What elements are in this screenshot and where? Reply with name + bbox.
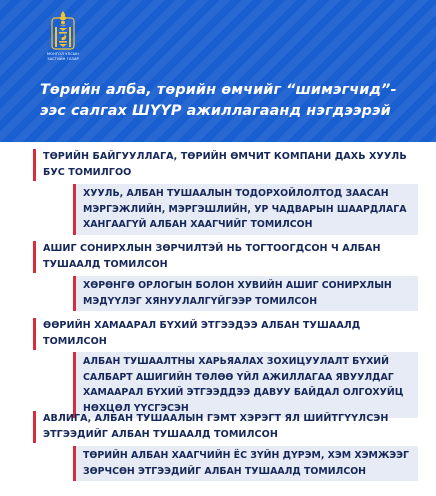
soyombo-emblem-icon — [48, 10, 78, 50]
header-banner — [0, 0, 436, 142]
section-4-heading: АВЛИГА, АЛБАН ТУШААЛЫН ГЭМТ ХЭРЭГТ ЯЛ ШИЙТГҮҮЛСЭН ЭТГЭЭДИЙГ АЛБАН ТУШААЛД ТОМИЛСОН — [33, 411, 423, 443]
section-4-detail: ТӨРИЙН АЛБАН ХААГЧИЙН ЁС ЗҮЙН ДҮРЭМ, ХЭМ ХЭМЖЭЭГ ЗӨРЧСӨН ЭТГЭЭДИЙГ АЛБАН ТУШААЛД ТОМИЛСОН — [73, 446, 418, 481]
emblem-caption: МОНГОЛ УЛСЫН ЗАСГИЙН ГАЗАР — [47, 52, 79, 61]
government-logo — [40, 10, 86, 68]
section-1-heading: ТӨРИЙН БАЙГУУЛЛАГА, ТӨРИЙН ӨМЧИТ КОМПАНИ ДАХЬ ХУУЛЬ БУС ТОМИЛГОО — [33, 149, 423, 181]
section-1-detail: ХУУЛЬ, АЛБАН ТУШААЛЫН ТОДОРХОЙЛОЛТОД ЗААСАН МЭРГЭЖЛИЙН, МЭРГЭШЛИЙН, УР ЧАДВАРЫН ШААРДЛАГА ХАНГААГҮЙ АЛБАН ХААГЧИЙГ ТОМИЛСОН — [73, 184, 418, 235]
section-2-heading: АШИГ СОНИРХЛЫН ЗӨРЧИЛТЭЙ НЬ ТОГТООГДСОН Ч АЛБАН ТУШААЛД ТОМИЛСОН — [33, 241, 423, 273]
section-2-detail: ХӨРӨНГӨ ОРЛОГЫН БОЛОН ХУВИЙН АШИГ СОНИРХЛЫН МЭДҮҮЛЭГ ХЯНУУЛАЛГҮЙГЭЭР ТОМИЛСОН — [73, 276, 418, 311]
section-3-detail: АЛБАН ТУШААЛТНЫ ХАРЬЯАЛАХ ЗОХИЦУУЛАЛТ БҮХИЙ САЛБАРТ АШИГИЙН ТӨЛӨӨ ҮЙЛ АЖИЛЛАГАА ЯВУУЛДАГ ХАМААРАЛ БҮХИЙ ЭТГЭЭДДЭЭ ДАВУУ БАЙДАЛ ОЛГОХУЙЦ НӨХЦӨЛ ҮҮСГЭСЭН — [73, 352, 418, 418]
page-title: Төрийн алба, төрийн өмчийг “шимэгчид”-ээс салгах ШҮҮР ажиллагаанд нэгдээрэй — [40, 82, 397, 119]
section-3-heading: ӨӨРИЙН ХАМААРАЛ БҮХИЙ ЭТГЭЭДЭЭ АЛБАН ТУШААЛД ТОМИЛСОН — [33, 318, 423, 350]
